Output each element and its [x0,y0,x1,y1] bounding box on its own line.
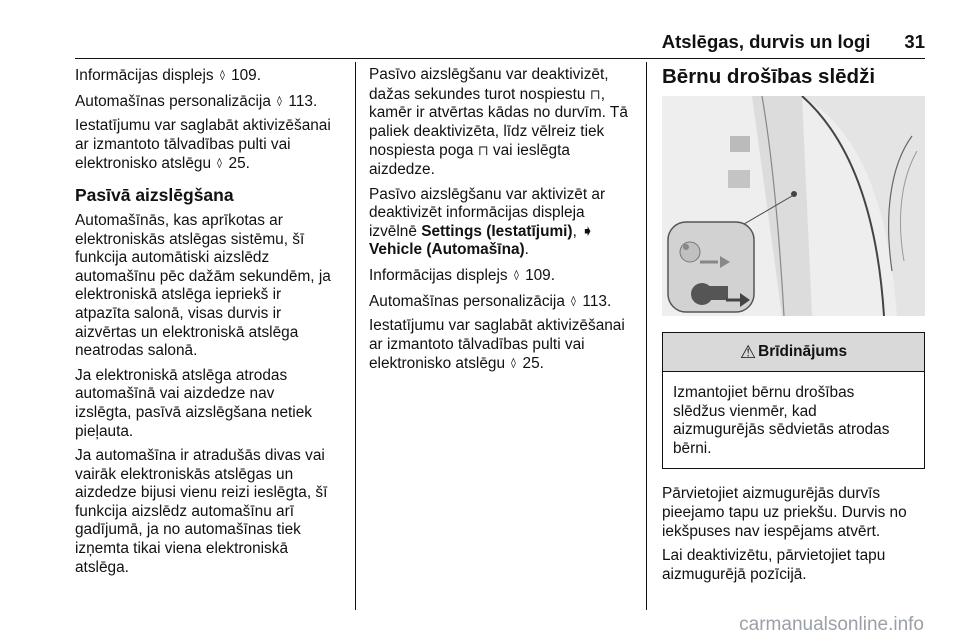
cross-reference: Automašīnas personalizācija ◊ 113. [75,92,318,110]
paragraph: Pasīvo aizslēgšanu var deaktivizēt, dažas sekundes turot nospiestu ⊓, kamēr ir atvērtas kādas no durvīm. Tā paliek deaktivizēta, līdz vēlreiz tiek nospiesta poga ⊓ vai ieslēgta aizdedze. [369,66,628,178]
ref-arrow-icon: ◊ [571,292,577,309]
warning-box [662,332,925,469]
column-divider [355,62,356,610]
column-left [75,66,351,583]
watermark: carmanualsonline.info [739,614,924,635]
page-link[interactable]: 25. [522,355,544,373]
paragraph: Iestatījumu var saglabāt aktivizēšanai ar izmantoto tālvadības pulti vai elektronisko atslēgu ◊ 25. [75,117,331,173]
cross-reference: Informācijas displejs ◊ 109. [369,266,556,284]
section-heading: Pasīvā aizslēgšana [75,184,234,205]
paragraph: Ja elektroniskā atslēga atrodas automašīnā vai aizdedze nav izslēgta, pasīvā aizslēgšana netiek pieļauta. [75,366,312,440]
page-link[interactable]: 25. [228,155,250,173]
page-link[interactable]: 113. [288,92,318,110]
lock-button-icon: ⊓ [589,85,601,102]
paragraph: Automašīnās, kas aprīkotas ar elektroniskās atslēgas sistēmu, šī funkcija automātiski aizslēdz automašīnu pēc dažām sekundēm, ja elektroniskā atslēga iepriekš ir atpazīta salonā, visas durvis ir aizvērtas un elektroniskā atslēga neatrodas salonā. [75,211,331,360]
column-middle [369,66,641,380]
column-right [662,64,930,590]
page-link[interactable]: 113. [582,292,612,310]
menu-settings-label: Settings (Iestatījumi) [421,222,573,240]
page-link[interactable]: 109. [231,67,262,84]
page-number: 31 [904,31,925,52]
door-illustration-svg [662,96,925,316]
warning-text: Izmantojiet bērnu drošības slēdžus vienmēr, kad aizmugurējās sēdvietās atrodas bērni. [673,384,890,457]
paragraph: Pārvietojiet aizmugurējās durvīs pieejamo tapu uz priekšu. Durvis no iekšpuses nav iespējams atvērt. [662,485,907,540]
ref-arrow-icon: ◊ [219,67,225,83]
ref-arrow-icon: ◊ [277,92,283,109]
section-heading: Bērnu drošības slēdži [662,65,876,88]
cross-reference: Automašīnas personalizācija ◊ 113. [369,292,612,310]
warning-header [663,333,924,372]
column-divider [646,62,647,610]
paragraph: Iestatījumu var saglabāt aktivizēšanai ar izmantoto tālvadības pulti vai elektronisko atslēgu ◊ 25. [369,317,625,373]
menu-arrow-icon: , ➧ [572,222,595,240]
lock-button-icon: ⊓ [477,142,489,159]
menu-vehicle-label: Vehicle (Automašīna) [369,241,525,259]
ref-arrow-icon: ◊ [513,266,519,283]
paragraph: Pasīvo aizslēgšanu var aktivizēt ar deaktivizēt informācijas displeja izvēlnē Settings (Iestatījumi), ➧ Vehicle (Automašīna). [369,185,606,259]
ref-arrow-icon: ◊ [217,155,223,172]
ref-arrow-icon: ◊ [511,355,517,372]
warning-title: Brīdinājums [758,342,848,360]
page-link[interactable]: 109. [525,266,556,284]
page-header [75,28,925,59]
paragraph: Lai deaktivizētu, pārvietojiet tapu aizmugurējā pozīcijā. [662,547,886,583]
cross-reference: Informācijas displejs ◊ 109. [75,67,262,84]
paragraph: Ja automašīna ir atradušās divas vai vairāk elektroniskās atslēgas un aizdedze bijusi vienu reizi ieslēgta, šī funkcija aizslēdz automašīnu arī gadījumā, ja no automašīnas tiek izņemta tikai viena elektroniskā atslēga. [75,447,328,576]
warning-triangle-icon: ⚠ [739,341,757,362]
child-lock-illustration [662,96,925,316]
chapter-title: Atslēgas, durvis un logi [661,31,871,52]
